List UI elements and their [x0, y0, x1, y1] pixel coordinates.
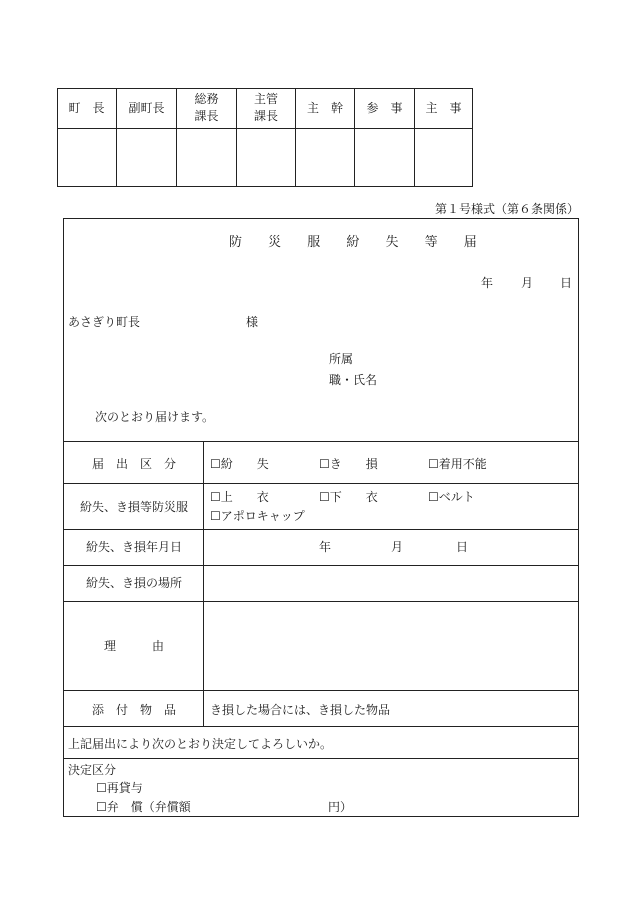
approval-header-somu-1: 総務: [194, 92, 219, 106]
uniform-option-belt[interactable]: ☐ベルト: [428, 490, 475, 504]
honorific: 様: [246, 315, 259, 329]
approval-stamp-fukucho[interactable]: [117, 129, 176, 186]
approval-header-shukan-2: 課長: [253, 109, 278, 123]
main-form: [63, 218, 579, 817]
compensation-amount-field[interactable]: [210, 798, 325, 815]
category-option-loss[interactable]: ☐紛 失: [210, 457, 269, 471]
attachment-label: 添 付 物 品: [91, 703, 176, 717]
name-field[interactable]: [384, 370, 564, 388]
incident-place-label: 紛失、き損の場所: [85, 576, 182, 590]
decision-option-compensate[interactable]: ☐弁 償（弁償額: [96, 800, 191, 814]
intro-text: 次のとおり届けます。: [95, 410, 215, 424]
reason-field[interactable]: [205, 603, 577, 689]
name-label: 職・氏名: [329, 373, 378, 387]
approval-stamp-somu[interactable]: [177, 129, 236, 186]
incident-date-month: 月: [391, 540, 404, 554]
uniform-label: 紛失、き損等防災服: [79, 500, 188, 514]
uniform-option-jacket[interactable]: ☐上 衣: [210, 490, 269, 504]
approval-stamp-shukan[interactable]: [237, 129, 295, 186]
approval-stamp-sanji[interactable]: [355, 129, 414, 186]
submit-date-day: 日: [560, 276, 573, 290]
uniform-option-cap[interactable]: ☐アポロキャップ: [210, 509, 305, 523]
reason-label: 理 由: [103, 639, 164, 653]
approval-header-somu-2: 課長: [194, 109, 219, 123]
compensation-yen: 円）: [328, 800, 353, 814]
affiliation-field[interactable]: [360, 349, 560, 367]
addressee: あさぎり町長: [68, 315, 141, 329]
submit-date-year: 年: [481, 276, 494, 290]
incident-date-label: 紛失、き損年月日: [85, 540, 182, 554]
category-label: 届 出 区 分: [91, 457, 176, 471]
uniform-option-pants[interactable]: ☐下 衣: [319, 490, 378, 504]
form-number: 第１号様式（第６条関係）: [434, 202, 579, 216]
approval-stamp-cho[interactable]: [58, 129, 116, 186]
approval-stamp-shukan2[interactable]: [296, 129, 354, 186]
decision-statement: 上記届出により次のとおり決定してよろしいか。: [68, 737, 333, 751]
decision-label: 決定区分: [68, 763, 117, 777]
category-option-unwearable[interactable]: ☐着用不能: [428, 457, 487, 471]
approval-header-shukan2: 主 幹: [306, 101, 343, 115]
approval-header-shuji: 主 事: [425, 101, 462, 115]
attachment-value: き損した場合には、き損した物品: [210, 703, 391, 717]
incident-date-year: 年: [319, 540, 332, 554]
approval-stamp-shuji[interactable]: [415, 129, 472, 186]
incident-date-day: 日: [456, 540, 469, 554]
category-option-damage[interactable]: ☐き 損: [319, 457, 378, 471]
decision-option-relend[interactable]: ☐再貸与: [96, 781, 143, 795]
approval-header-fukucho: 副町長: [128, 101, 165, 115]
approval-header-shukan-1: 主管: [253, 92, 278, 106]
approval-header-sanji: 参 事: [366, 101, 403, 115]
affiliation-label: 所属: [329, 352, 354, 366]
form-title: 防 災 服 紛 失 等 届: [229, 235, 488, 250]
submit-date-month: 月: [521, 276, 534, 290]
incident-place-field[interactable]: [205, 567, 577, 600]
approval-table: [57, 88, 473, 187]
approval-header-cho: 町 長: [68, 101, 105, 115]
